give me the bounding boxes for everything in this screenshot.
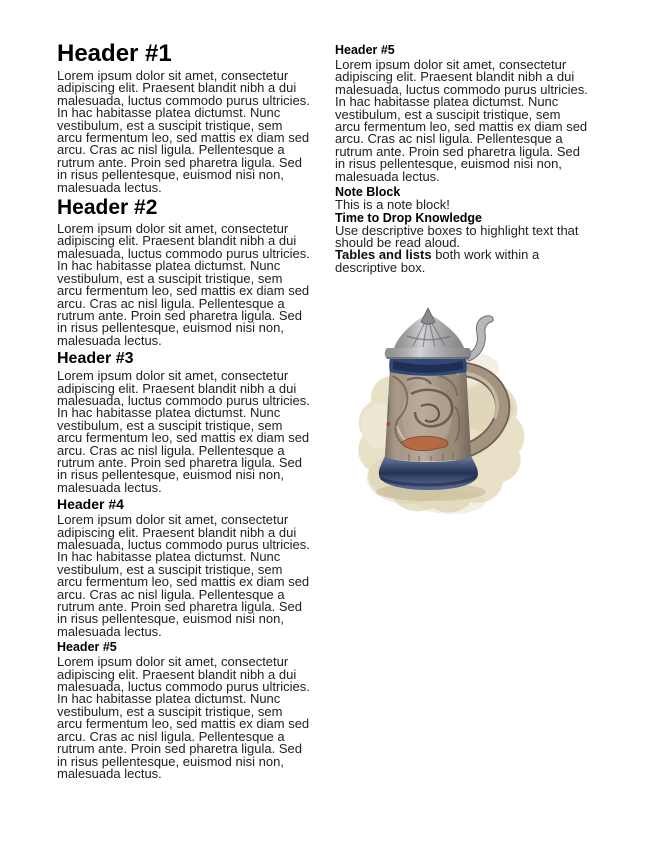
left-column — [57, 42, 310, 783]
section-header-4 — [57, 497, 310, 638]
lorem-paragraph: Lorem ipsum dolor sit amet, consectetur adipiscing elit. Praesent blandit nibh a dui malesuada, luctus commodo purus ultricies. In hac habitasse platea dictumst. Nunc vestibulum, est a suscipit tristique, sem arcu fermentum leo, sed mattis ex diam sed arcu. Cras ac nisl ligula. Pellentesque a rutrum ante. Proin sed pharetra ligula. Sed in risus pellentesque, euismod nisi non, malesuada lectus. — [57, 68, 310, 195]
section-header-5-right — [335, 44, 589, 183]
right-column — [335, 42, 589, 520]
section-header-3 — [57, 350, 310, 494]
lorem-paragraph: Lorem ipsum dolor sit amet, consectetur adipiscing elit. Praesent blandit nibh a dui malesuada, luctus commodo purus ultricies. In hac habitasse platea dictumst. Nunc vestibulum, est a suscipit tristique, sem arcu fermentum leo, sed mattis ex diam sed arcu. Cras ac nisl ligula. Pellentesque a rutrum ante. Proin sed pharetra ligula. Sed in risus pellentesque, euismod nisi non, malesuada lectus. — [335, 57, 588, 184]
note-block-text: This is a note block! — [335, 196, 450, 212]
tables-lists-line — [335, 249, 589, 274]
knowledge-callout-text: Use descriptive boxes to highlight text that should be read aloud. — [335, 222, 579, 251]
stein-lid — [385, 308, 493, 361]
lorem-paragraph: Lorem ipsum dolor sit amet, consectetur adipiscing elit. Praesent blandit nibh a dui malesuada, luctus commodo purus ultricies. In hac habitasse platea dictumst. Nunc vestibulum, est a suscipit tristique, sem arcu fermentum leo, sed mattis ex diam sed arcu. Cras ac nisl ligula. Pellentesque a rutrum ante. Proin sed pharetra ligula. Sed in risus pellentesque, euismod nisi non, malesuada lectus. — [57, 512, 310, 639]
lorem-paragraph: Lorem ipsum dolor sit amet, consectetur adipiscing elit. Praesent blandit nibh a dui malesuada, luctus commodo purus ultricies. In hac habitasse platea dictumst. Nunc vestibulum, est a suscipit tristique, sem arcu fermentum leo, sed mattis ex diam sed arcu. Cras ac nisl ligula. Pellentesque a rutrum ante. Proin sed pharetra ligula. Sed in risus pellentesque, euismod nisi non, malesuada lectus. — [57, 221, 310, 348]
note-block-label: Note Block — [335, 185, 401, 200]
beer-stein-illustration — [351, 306, 533, 520]
stein-blue-band — [389, 358, 467, 376]
knowledge-callout-label: Time to Drop Knowledge — [335, 211, 482, 226]
header-1-heading: Header #1 — [57, 40, 172, 67]
lorem-paragraph: Lorem ipsum dolor sit amet, consectetur adipiscing elit. Praesent blandit nibh a dui malesuada, luctus commodo purus ultricies. In hac habitasse platea dictumst. Nunc vestibulum, est a suscipit tristique, sem arcu fermentum leo, sed mattis ex diam sed arcu. Cras ac nisl ligula. Pellentesque a rutrum ante. Proin sed pharetra ligula. Sed in risus pellentesque, euismod nisi non, malesuada lectus. — [57, 368, 310, 495]
header-5-heading: Header #5 — [57, 640, 117, 655]
section-header-5-left — [57, 641, 310, 780]
lorem-paragraph: Lorem ipsum dolor sit amet, consectetur adipiscing elit. Praesent blandit nibh a dui malesuada, luctus commodo purus ultricies. In hac habitasse platea dictumst. Nunc vestibulum, est a suscipit tristique, sem arcu fermentum leo, sed mattis ex diam sed arcu. Cras ac nisl ligula. Pellentesque a rutrum ante. Proin sed pharetra ligula. Sed in risus pellentesque, euismod nisi non, malesuada lectus. — [57, 654, 310, 781]
tables-lists-rest: both work within a descriptive box. — [335, 247, 540, 275]
header-5-heading-right: Header #5 — [335, 43, 395, 57]
header-3-heading: Header #3 — [57, 350, 134, 368]
beer-stein-figure — [351, 306, 533, 520]
stein-body — [385, 363, 471, 462]
section-header-1 — [57, 42, 310, 194]
header-4-heading: Header #4 — [57, 496, 124, 513]
header-2-heading: Header #2 — [57, 196, 158, 220]
section-header-2 — [57, 197, 310, 347]
tables-lists-bold: Tables and lists — [335, 247, 432, 263]
